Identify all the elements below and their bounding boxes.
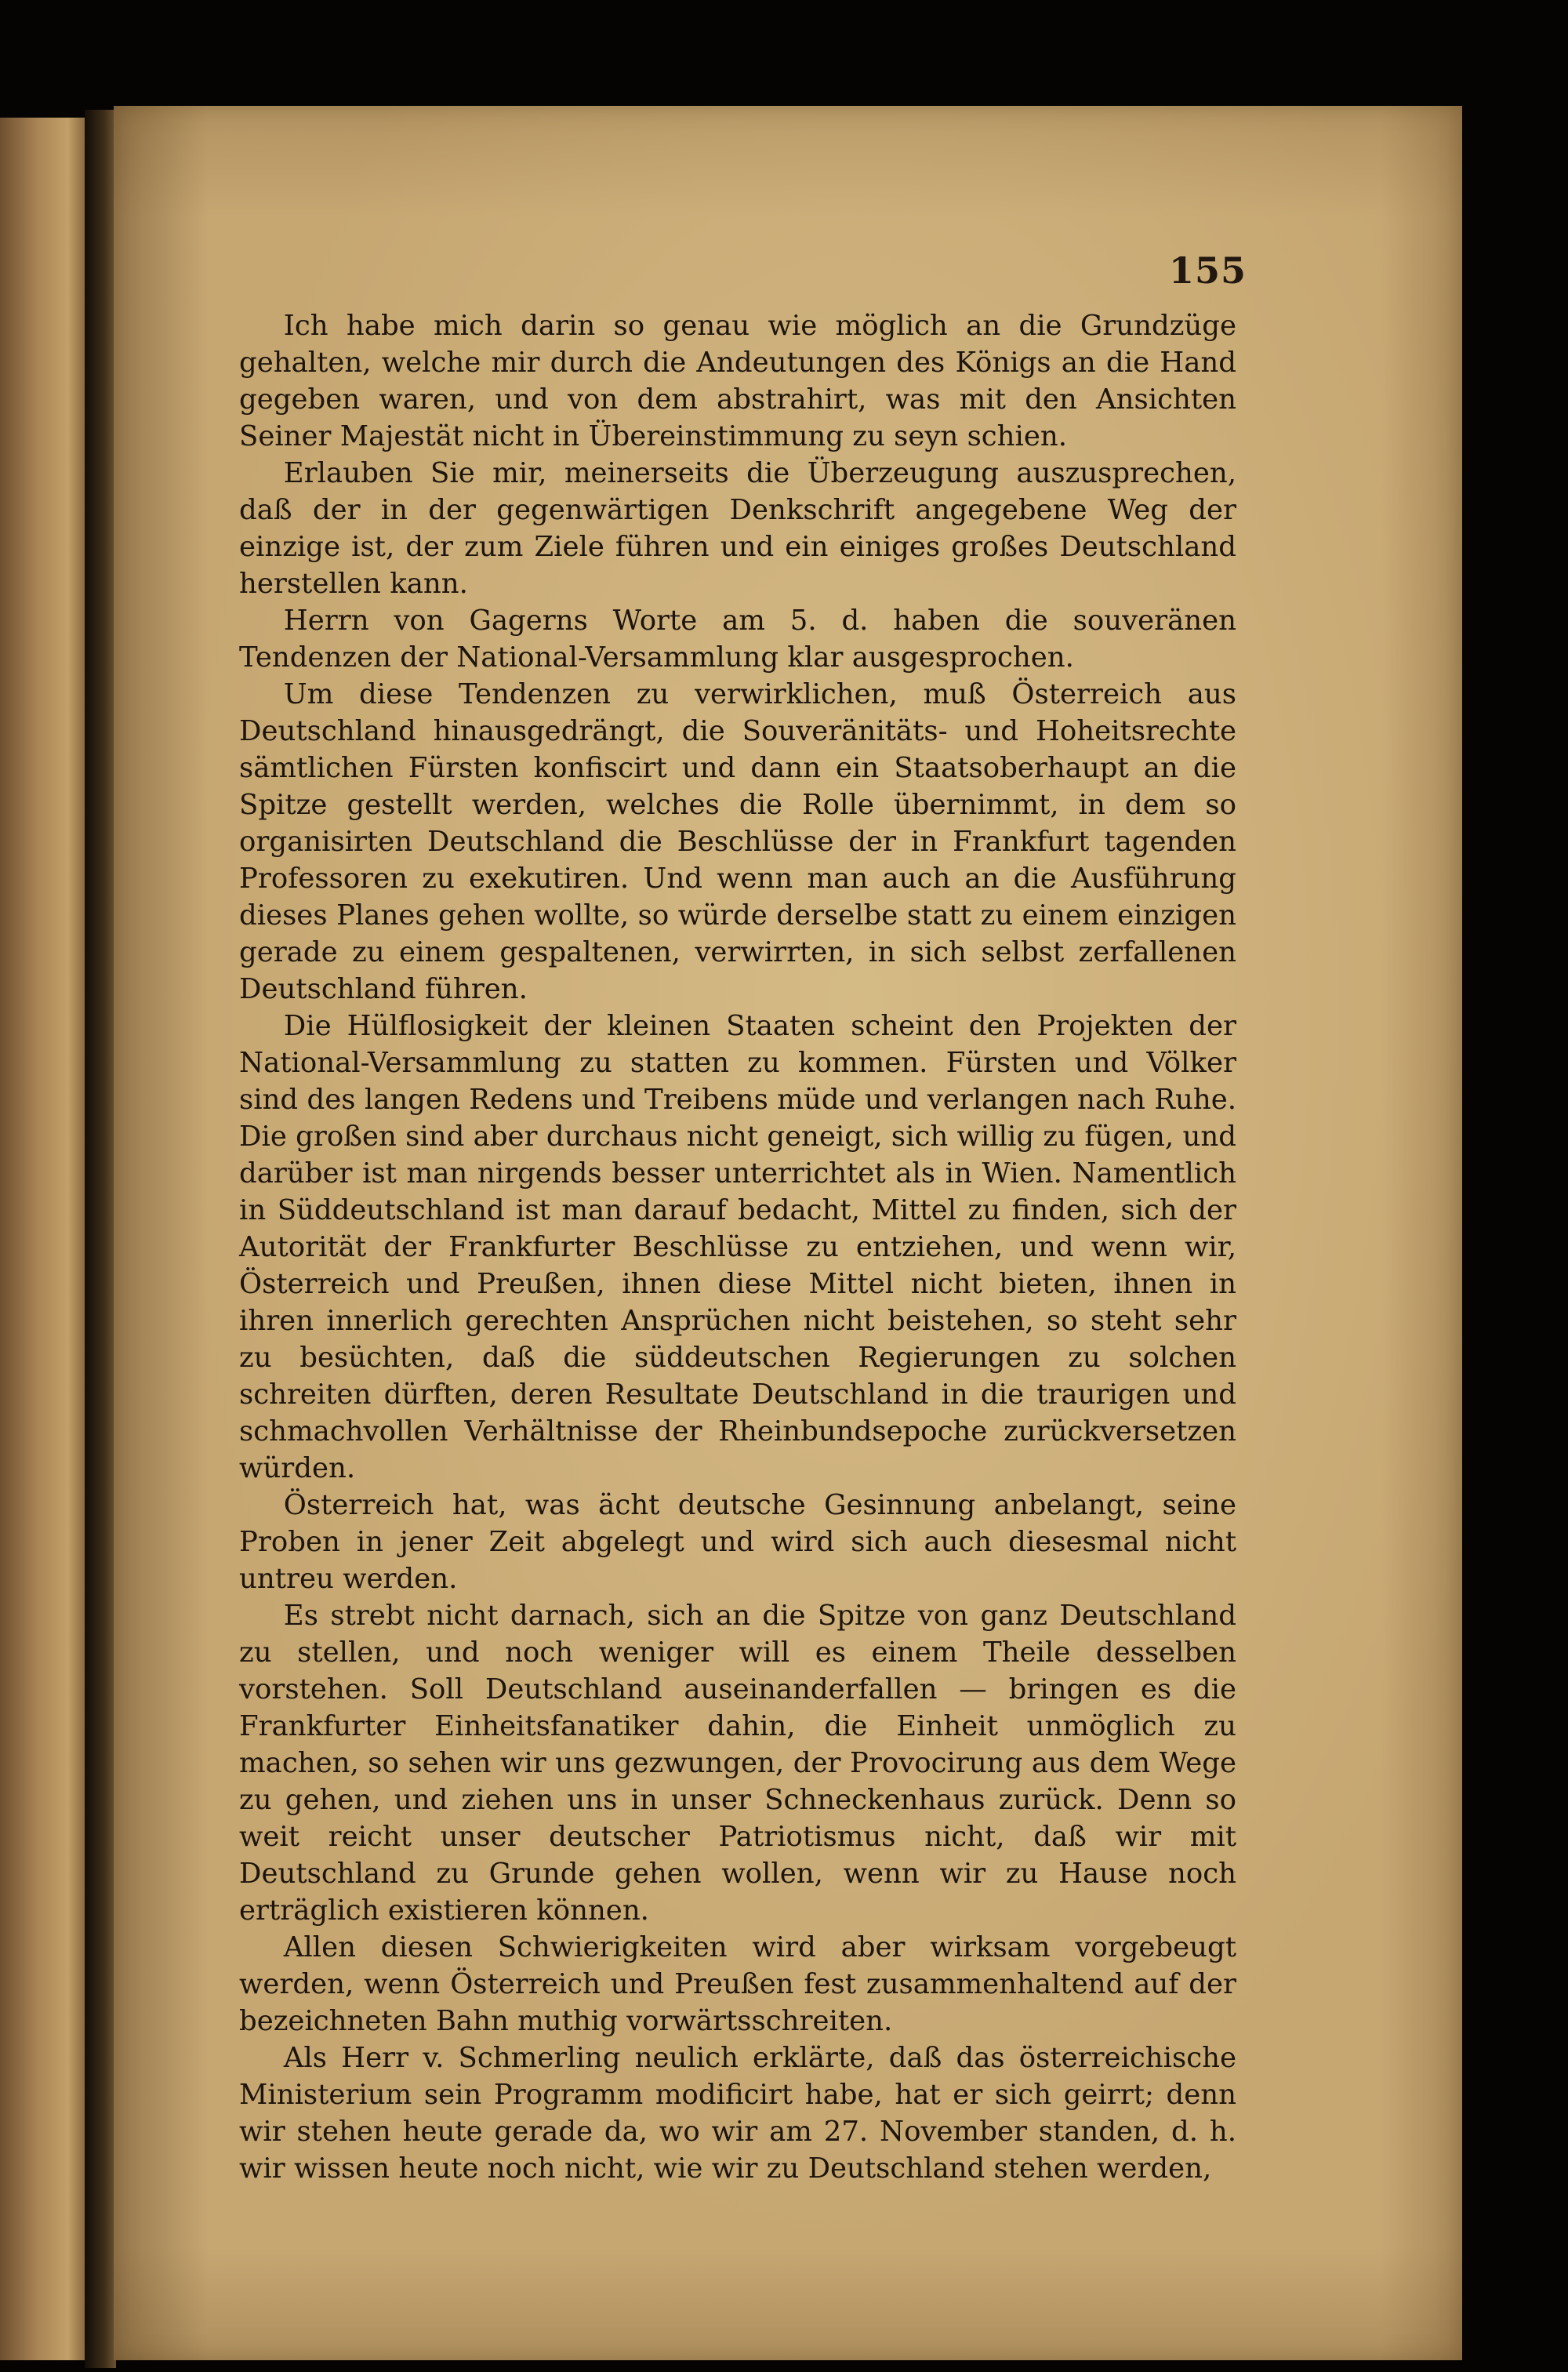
- paragraph: Als Herr v. Schmerling neulich erklärte, daß das österreichische Ministerium sein Programm modificirt habe, hat er sich geirrt; denn wir stehen heute gerade da, wo wir am 27. November standen, d. h. wir wissen heute noch nicht, wie wir zu Deutschland stehen werden,: [239, 2042, 1236, 2185]
- paragraph: Österreich hat, was ächt deutsche Gesinnung anbelangt, seine Proben in jener Zeit abgelegt und wird sich auch diesesmal nicht untreu werden.: [239, 1489, 1236, 1595]
- paragraph: Es strebt nicht darnach, sich an die Spitze von ganz Deutschland zu stellen, und noch weniger will es einem Theile desselben vorstehen. Soll Deutschland auseinanderfallen — bringen es die Frankfurter Einheitsfanatiker dahin, die Einheit unmöglich zu machen, so sehen wir uns gezwungen, der Provocirung aus dem Wege zu gehen, und ziehen uns in unser Schneckenhaus zurück. Denn so weit reicht unser deutscher Patriotismus nicht, daß wir mit Deutschland zu Grunde gehen wollen, wenn wir zu Hause noch erträglich existieren können.: [239, 1600, 1236, 1927]
- paragraph: Herrn von Gagerns Worte am 5. d. haben die souveränen Tendenzen der National-Versammlung klar ausgesprochen.: [239, 605, 1236, 674]
- page-number: 155: [1168, 249, 1247, 292]
- previous-page-edge: [0, 118, 85, 2360]
- book-gutter: [85, 110, 116, 2368]
- paragraph: Allen diesen Schwierigkeiten wird aber wirksam vorgebeugt werden, wenn Österreich und Preußen fest zusammenhaltend auf der bezeichneten Bahn muthig vorwärtsschreiten.: [239, 1931, 1236, 2037]
- paragraph: Um diese Tendenzen zu verwirklichen, muß Österreich aus Deutschland hinausgedrängt, die Souveränitäts- und Hoheitsrechte sämtlichen Fürsten konfiscirt und dann ein Staatsoberhaupt an die Spitze gestellt werden, welches die Rolle übernimmt, in dem so organisirten Deutschland die Beschlüsse der in Frankfurt tagenden Professoren zu exekutiren. Und wenn man auch an die Ausführung dieses Planes gehen wollte, so würde derselbe statt zu einem einzigen gerade zu einem gespaltenen, verwirrten, in sich selbst zerfallenen Deutschland führen.: [239, 678, 1236, 1005]
- paragraph: Die Hülflosigkeit der kleinen Staaten scheint den Projekten der National-Versammlung zu statten zu kommen. Fürsten und Völker sind des langen Redens und Treibens müde und verlangen nach Ruhe. Die großen sind aber durchaus nicht geneigt, sich willig zu fügen, und darüber ist man nirgends besser unterrichtet als in Wien. Namentlich in Süddeutschland ist man darauf bedacht, Mittel zu finden, sich der Autorität der Frankfurter Beschlüsse zu entziehen, und wenn wir, Österreich und Preußen, ihnen diese Mittel nicht bieten, ihnen in ihren innerlich gerechten Ansprüchen nicht beistehen, so steht sehr zu besüchten, daß die süddeutschen Regierungen zu solchen schreiten dürften, deren Resultate Deutschland in die traurigen und schmachvollen Verhältnisse der Rheinbundsepoche zurückversetzen würden.: [239, 1010, 1236, 1484]
- body-text: [239, 307, 1236, 2187]
- paragraph: Erlauben Sie mir, meinerseits die Überzeugung auszusprechen, daß der in der gegenwärtigen Denkschrift angegebene Weg der einzige ist, der zum Ziele führen und ein einiges großes Deutschland herstellen kann.: [239, 457, 1236, 600]
- paragraph: Ich habe mich darin so genau wie möglich an die Grundzüge gehalten, welche mir durch die Andeutungen des Königs an die Hand gegeben waren, und von dem abstrahirt, was mit den Ansichten Seiner Majestät nicht in Übereinstimmung zu seyn schien.: [239, 310, 1236, 452]
